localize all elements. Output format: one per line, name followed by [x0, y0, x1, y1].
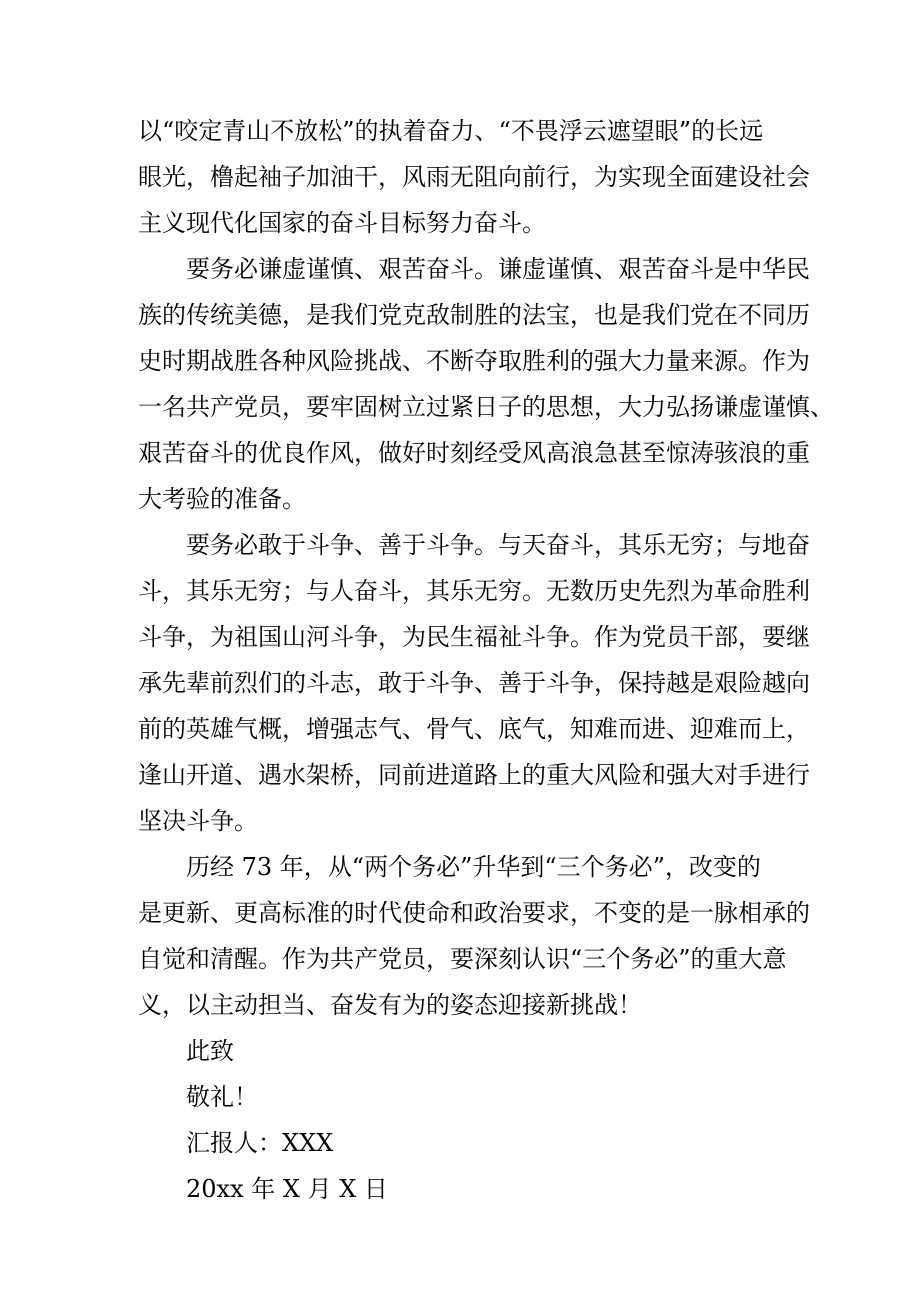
salutation-ci-zhi: 此致: [186, 1037, 234, 1065]
paragraph-line: 义，以主动担当、奋发有为的姿态迎接新挑战！: [138, 991, 642, 1019]
paragraph-line: 要务必敢于斗争、善于斗争。与天奋斗，其乐无穷；与地奋: [138, 531, 810, 559]
paragraph-line: 大考验的准备。: [138, 485, 306, 513]
paragraph-line: 以“咬定青山不放松”的执着奋力、“不畏浮云遮望眼”的长远: [138, 117, 764, 145]
paragraph-line: 要务必谦虚谨慎、艰苦奋斗。谦虚谨慎、艰苦奋斗是中华民: [138, 255, 810, 283]
paragraph-line: 眼光，橹起袖子加油干，风雨无阻向前行，为实现全面建设社会: [138, 163, 810, 191]
reporter-signature: 汇报人：XXX: [186, 1129, 334, 1157]
paragraph-line: 族的传统美德，是我们党克敌制胜的法宝，也是我们党在不同历: [138, 301, 810, 329]
paragraph-line: 艰苦奋斗的优良作风，做好时刻经受风高浪急甚至惊涛骇浪的重: [138, 439, 810, 467]
paragraph-line: 主义现代化国家的奋斗目标努力奋斗。: [138, 209, 546, 237]
paragraph-line: 承先辈前烈们的斗志，敢于斗争、善于斗争，保持越是艰险越向: [138, 669, 810, 697]
paragraph-line: 史时期战胜各种风险挑战、不断夺取胜利的强大力量来源。作为: [138, 347, 810, 375]
paragraph-line: 是更新、更高标准的时代使命和政治要求，不变的是一脉相承的: [138, 899, 810, 927]
report-date: 20xx 年 X 月 X 日: [186, 1175, 388, 1203]
paragraph-line: 前的英雄气概，增强志气、骨气、底气，知难而进、迎难而上，: [138, 715, 810, 743]
paragraph-line: 斗争，为祖国山河斗争，为民生福祉斗争。作为党员干部，要继: [138, 623, 810, 651]
paragraph-line: 历经 73 年，从“两个务必”升华到“三个务必”，改变的: [138, 853, 761, 881]
salutation-jing-li: 敬礼！: [186, 1083, 258, 1111]
paragraph-line: 一名共产党员，要牢固树立过紧日子的思想，大力弘扬谦虚谨慎、: [138, 393, 834, 421]
paragraph-line: 斗，其乐无穷；与人奋斗，其乐无穷。无数历史先烈为革命胜利: [138, 577, 810, 605]
paragraph-line: 坚决斗争。: [138, 807, 258, 835]
paragraph-line: 逢山开道、遇水架桥，同前进道路上的重大风险和强大对手进行: [138, 761, 810, 789]
paragraph-line: 自觉和清醒。作为共产党员，要深刻认识“三个务必”的重大意: [138, 945, 787, 973]
